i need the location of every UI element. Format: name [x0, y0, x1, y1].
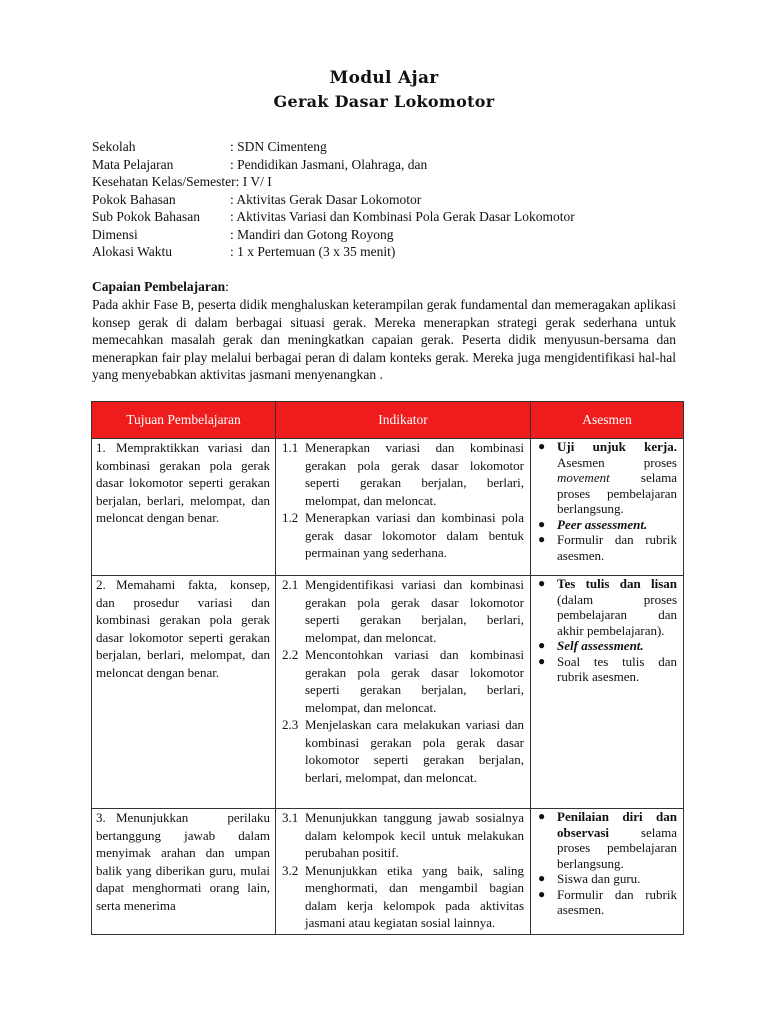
capaian-heading-text: Capaian Pembelajaran: [92, 279, 226, 294]
asesmen-item: [531, 887, 683, 918]
bullet-icon: ●: [538, 809, 546, 823]
asesmen-bold: Uji unjuk kerja.: [557, 439, 677, 454]
capaian-paragraph: Pada akhir Fase B, peserta didik menghaluskan keterampilan gerak fundamental dan memeragakan aplikasi konsep gerak di dalam berbagai situasi gerak. Mereka menerapkan strategi gerak sederhana untuk memecahkan masalah gerak dan meningkatkan capaian gerak. Peserta didik menyusun-bersama dan menerapkan fair play melalui berbagai peran di dalam konteks gerak. Mereka juga mengidentifikasi hal-hal yang menyebabkan aktivitas jasmani menyenangkan .: [92, 297, 676, 382]
indikator-cell: [276, 439, 531, 576]
indikator-text: Menjelaskan cara melakukan variasi dan kombinasi gerakan pola gerak dasar lokomotor seperti gerakan berjalan, berlari, melompat, dan meloncat.: [305, 717, 524, 785]
asesmen-tail: selama proses pembelajaran berlangsung.: [557, 470, 677, 516]
table-header-row: [92, 402, 684, 439]
info-value: : Aktivitas Gerak Dasar Lokomotor: [230, 191, 422, 207]
tujuan-content: Menunjukkan perilaku bertanggung jawab dalam menyimak arahan dan umpan balik yang diberikan guru, mulai dapat menghormati orang lain, serta menerima: [96, 810, 270, 913]
asesmen-italic: movement: [557, 470, 610, 485]
module-subtitle: Gerak Dasar Lokomotor: [273, 92, 495, 111]
module-title: Modul Ajar: [329, 68, 439, 88]
capaian-heading: [92, 279, 229, 295]
asesmen-item: [531, 532, 683, 563]
indikator-number: 2.3: [282, 717, 299, 732]
indikator-item: [276, 809, 530, 862]
asesmen-item: [531, 517, 683, 533]
info-value: : Mandiri dan Gotong Royong: [230, 226, 394, 242]
info-label: Dimensi: [92, 226, 138, 242]
indikator-item: [276, 509, 530, 562]
tujuan-content: Memahami fakta, konsep, dan prosedur variasi dan kombinasi gerakan pola gerak dasar lokomotor seperti gerakan berjalan, berlari, melompat, dan meloncat dengan benar.: [96, 577, 270, 680]
indikator-text: Menerapkan variasi dan kombinasi pola gerak dasar lokomotor dalam bentuk permainan yang sederhana.: [305, 510, 524, 560]
table-row: [92, 809, 684, 935]
bullet-icon: ●: [538, 576, 546, 590]
info-value: : Pendidikan Jasmani, Olahraga, dan: [230, 156, 428, 172]
indikator-number: 1.2: [282, 510, 299, 525]
indikator-text: Menunjukkan etika yang baik, saling menghormati, dan mengambil bagian dalam kerja kelompok pada aktivitas jasmani atau kegiatan sosial lainnya.: [305, 862, 524, 930]
info-label: Mata Pelajaran: [92, 156, 174, 172]
asesmen-text: Formulir dan rubrik asesmen.: [557, 886, 677, 917]
indikator-item: [276, 576, 530, 646]
info-value: : Aktivitas Variasi dan Kombinasi Pola Gerak Dasar Lokomotor: [230, 209, 575, 224]
table-row: [92, 576, 684, 809]
info-label: Kesehatan Kelas/Semester: I V/ I: [92, 174, 272, 189]
bullet-icon: ●: [538, 516, 546, 531]
asesmen-item: [531, 654, 683, 685]
tujuan-cell: [92, 439, 276, 576]
info-value: : SDN Cimenteng: [230, 139, 327, 154]
bullet-icon: ●: [538, 653, 546, 668]
indikator-number: 3.1: [282, 810, 299, 825]
info-label: Sekolah: [92, 139, 136, 154]
indikator-item: [276, 439, 530, 509]
asesmen-bold: Penilaian diri dan observasi: [557, 809, 677, 840]
info-label: Sub Pokok Bahasan: [92, 209, 200, 224]
indikator-cell: [276, 809, 531, 935]
asesmen-text: Asesmen proses: [557, 454, 677, 470]
bullet-icon: ●: [538, 439, 546, 453]
indikator-text: Mengidentifikasi variasi dan kombinasi gerakan pola gerak dasar lokomotor seperti gerakan berjalan, berlari, melompat, dan meloncat.: [305, 577, 524, 645]
tujuan-content: Mempraktikkan variasi dan kombinasi gerakan pola gerak dasar lokomotor seperti gerakan berjalan, berlari, melompat, dan meloncat dengan benar.: [96, 440, 270, 525]
bullet-icon: ●: [538, 886, 546, 901]
learning-table: [91, 401, 684, 935]
bullet-icon: ●: [538, 532, 546, 546]
asesmen-item: [531, 871, 683, 887]
asesmen-item: [531, 638, 683, 654]
indikator-text: Menunjukkan tanggung jawab sosialnya dalam kelompok kecil untuk melakukan perubahan positif.: [305, 810, 524, 860]
info-label: Alokasi Waktu: [92, 244, 173, 259]
asesmen-item: [531, 809, 683, 871]
asesmen-text: selama proses pembelajaran berlangsung.: [557, 824, 677, 871]
table-row: [92, 439, 684, 576]
asesmen-bolditalic: Peer assessment.: [557, 516, 648, 532]
asesmen-text: (dalam proses pembelajaran dan akhir pembelajaran).: [557, 591, 677, 638]
tujuan-text: [92, 809, 275, 914]
asesmen-text: Siswa dan guru.: [557, 871, 641, 886]
indikator-cell: [276, 576, 531, 809]
tujuan-number: 3.: [96, 810, 106, 825]
indikator-text: Mencontohkan variasi dan kombinasi gerakan pola gerak dasar lokomotor seperti gerakan berjalan, berlari, melompat, dan meloncat.: [305, 647, 524, 715]
indikator-number: 3.2: [282, 862, 299, 878]
asesmen-cell: [531, 809, 684, 935]
indikator-item: [276, 646, 530, 716]
capaian-colon: :: [225, 279, 229, 294]
asesmen-item: [531, 576, 683, 638]
info-value: : 1 x Pertemuan (3 x 35 menit): [230, 244, 396, 259]
info-label: Pokok Bahasan: [92, 191, 176, 207]
asesmen-text: Soal tes tulis dan rubrik asesmen.: [557, 653, 677, 684]
tujuan-cell: [92, 809, 276, 935]
asesmen-text: Formulir dan rubrik asesmen.: [557, 532, 677, 563]
header-indikator: Indikator: [276, 402, 531, 439]
asesmen-cell: [531, 576, 684, 809]
bullet-icon: ●: [538, 871, 546, 885]
indikator-item: [276, 862, 530, 932]
tujuan-number: 2.: [96, 577, 106, 592]
asesmen-item: [531, 439, 683, 517]
bullet-icon: ●: [538, 638, 546, 652]
indikator-item: [276, 716, 530, 786]
tujuan-text: [92, 576, 275, 681]
header-asesmen: Asesmen: [531, 402, 684, 439]
tujuan-number: 1.: [96, 440, 106, 455]
asesmen-bold: Tes tulis dan lisan: [557, 576, 677, 591]
asesmen-bolditalic: Self assessment.: [557, 638, 644, 653]
indikator-text: Menerapkan variasi dan kombinasi gerakan pola gerak dasar lokomotor seperti gerakan berjalan, berlari, melompat, dan meloncat.: [305, 440, 524, 508]
header-tujuan: Tujuan Pembelajaran: [92, 402, 276, 439]
indikator-number: 2.2: [282, 647, 299, 662]
tujuan-text: [92, 439, 275, 527]
indikator-number: 1.1: [282, 440, 299, 455]
asesmen-cell: [531, 439, 684, 576]
tujuan-cell: [92, 576, 276, 809]
indikator-number: 2.1: [282, 577, 299, 592]
